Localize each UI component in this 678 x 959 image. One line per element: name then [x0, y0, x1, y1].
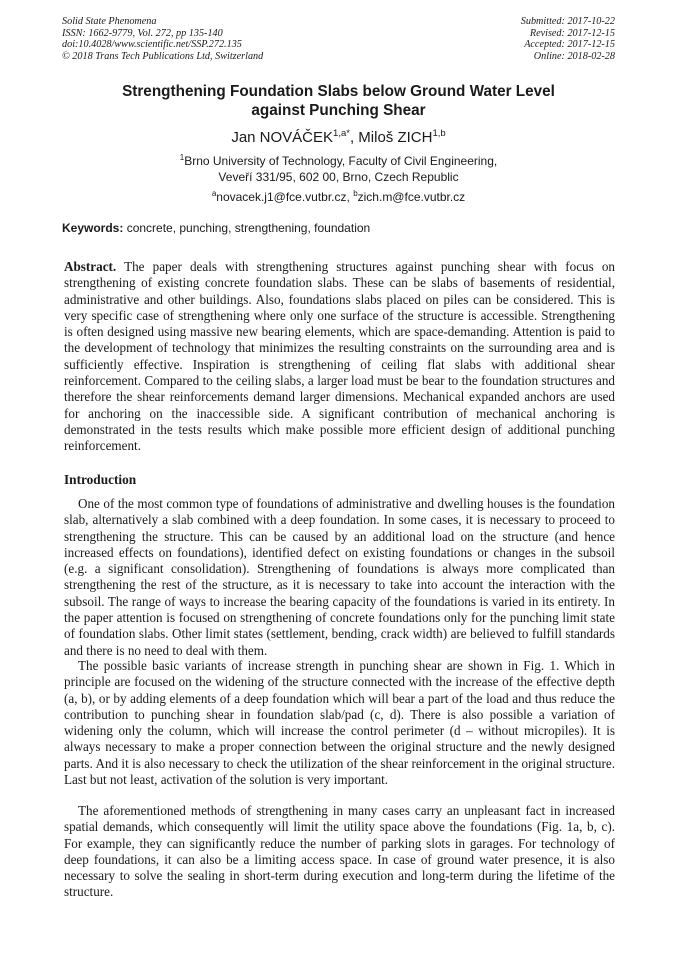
author-separator: , [349, 129, 359, 146]
journal-issn: ISSN: 1662-9779, Vol. 272, pp 135-140 [62, 27, 223, 39]
journal-header-left [62, 16, 263, 62]
author-2-affil-mark: 1,b [432, 128, 446, 139]
abstract-text: The paper deals with strengthening structures against punching shear with focus on strengthening of existing concrete foundation slabs. These can be slabs of basements of residential, administrative and other buildings. Also, foundations slabs placed on piles can be considered. This is very specific case of strengthening where only one surface of the structure is accessible. Strengthening is often designed using massive new bearing elements, which are space-demanding. Attention is paid to the development of technology that minimizes the resulting constraints on the surrounding area and is sufficiently effective. Inspiration is strengthening of ceiling flat slabs with additional shear reinforcement. Compared to the ceiling slabs, a larger load must be bear to the foundation structures and therefore the shear reinforcements demand larger dimensions. Mechanical expanded anchors are used for anchoring on the inaccessible side. A significant contribution of mechanical anchoring is demonstrated in the tests results which make possible more efficient design of additional punching reinforcement. [64, 259, 615, 454]
intro-paragraph-1: One of the most common type of foundations of administrative and dwelling houses is the foundation slab, alternatively a slab combined with a deep foundation. In some cases, it is necessary to proceed to strengthening the structure. This can be caused by an additional load on the structure (and hence increased effects on foundations), identified defect on existing foundations or changes in the subsoil (e.g. a significant consolidation). Strengthening of foundations is always more complicated than strengthening the rest of the structure, as it is necessary to take into account the interaction with the subsoil. The range of ways to increase the bearing capacity of the foundations is varied in its entirety. In the paper attention is focused on strengthening of concrete foundations only for the punching limit state of foundation slabs. Other limit states (settlement, bending, crack width) are believed to fulfill standards and there is no need to deal with them. [64, 496, 615, 658]
intro-paragraph-2: The possible basic variants of increase strength in punching shear are shown in Fig. 1. Which in principle are focused on the widening of the structure connected with the increase of the effective depth (a, b), or by adding elements of a deep foundation which will bear a part of the load and thus reduce the contribution to punching shear in foundation slab/pad (c, d). There is also possible a variation of widening only the column, which will increase the control perimeter (d – without micropiles). It is always necessary to make a proper connection between the original structure and the newly designed parts. And it is also necessary to check the utilization of the shear reinforcement in the original structure. Last but not least, activation of the solution is very important. [64, 658, 615, 788]
abstract-label: Abstract. [64, 259, 117, 274]
abstract [64, 259, 615, 455]
keywords-label: Keywords: [62, 221, 124, 235]
date-online: Online: 2018-02-28 [533, 50, 615, 62]
affiliation-mark: 1 [179, 153, 185, 162]
journal-name: Solid State Phenomena [62, 16, 157, 27]
paper-title [62, 82, 615, 120]
journal-copyright: © 2018 Trans Tech Publications Ltd, Switzerland [62, 50, 264, 62]
paper-title-line2: against Punching Shear [251, 102, 426, 119]
affiliation-line1: Brno University of Technology, Faculty of Civil Engineering, [184, 154, 498, 168]
email-a-mark: a [211, 189, 217, 198]
date-revised: Revised: 2017-12-15 [529, 27, 615, 39]
author-list [62, 124, 615, 148]
email-a[interactable]: novacek.j1@fce.vutbr.cz [216, 190, 347, 204]
paper-title-line1: Strengthening Foundation Slabs below Ground Water Level [122, 83, 555, 100]
author-emails [62, 186, 615, 205]
author-1: Jan NOVÁČEK [231, 129, 334, 146]
author-1-affil-mark: 1,a* [333, 128, 350, 139]
keywords [62, 221, 615, 236]
affiliation [62, 150, 615, 185]
email-separator: , [346, 190, 354, 204]
journal-doi: doi:10.4028/www.scientific.net/SSP.272.135 [62, 39, 242, 51]
keywords-text: concrete, punching, strengthening, foundation [123, 221, 371, 235]
affiliation-line2: Veveří 331/95, 602 00, Brno, Czech Republic [218, 169, 459, 184]
date-submitted: Submitted: 2017-10-22 [520, 16, 615, 27]
intro-paragraph-3: The aforementioned methods of strengthening in many cases carry an unpleasant fact in increased spatial demands, which consequently will limit the utility space above the foundations (Fig. 1a, b, c). For example, they can significantly reduce the number of parking slots in garages. For technology of deep foundations, it can also be a limiting access space. In case of ground water presence, it is also necessary to solve the sealing in short-term during execution and long-term during the lifetime of the structure. [64, 803, 615, 900]
author-2: Miloš ZICH [358, 129, 433, 146]
date-accepted: Accepted: 2017-12-15 [524, 39, 615, 51]
email-b[interactable]: zich.m@fce.vutbr.cz [357, 190, 466, 204]
journal-header-right [521, 16, 615, 62]
email-b-mark: b [353, 189, 358, 198]
section-heading-introduction: Introduction [64, 472, 137, 487]
